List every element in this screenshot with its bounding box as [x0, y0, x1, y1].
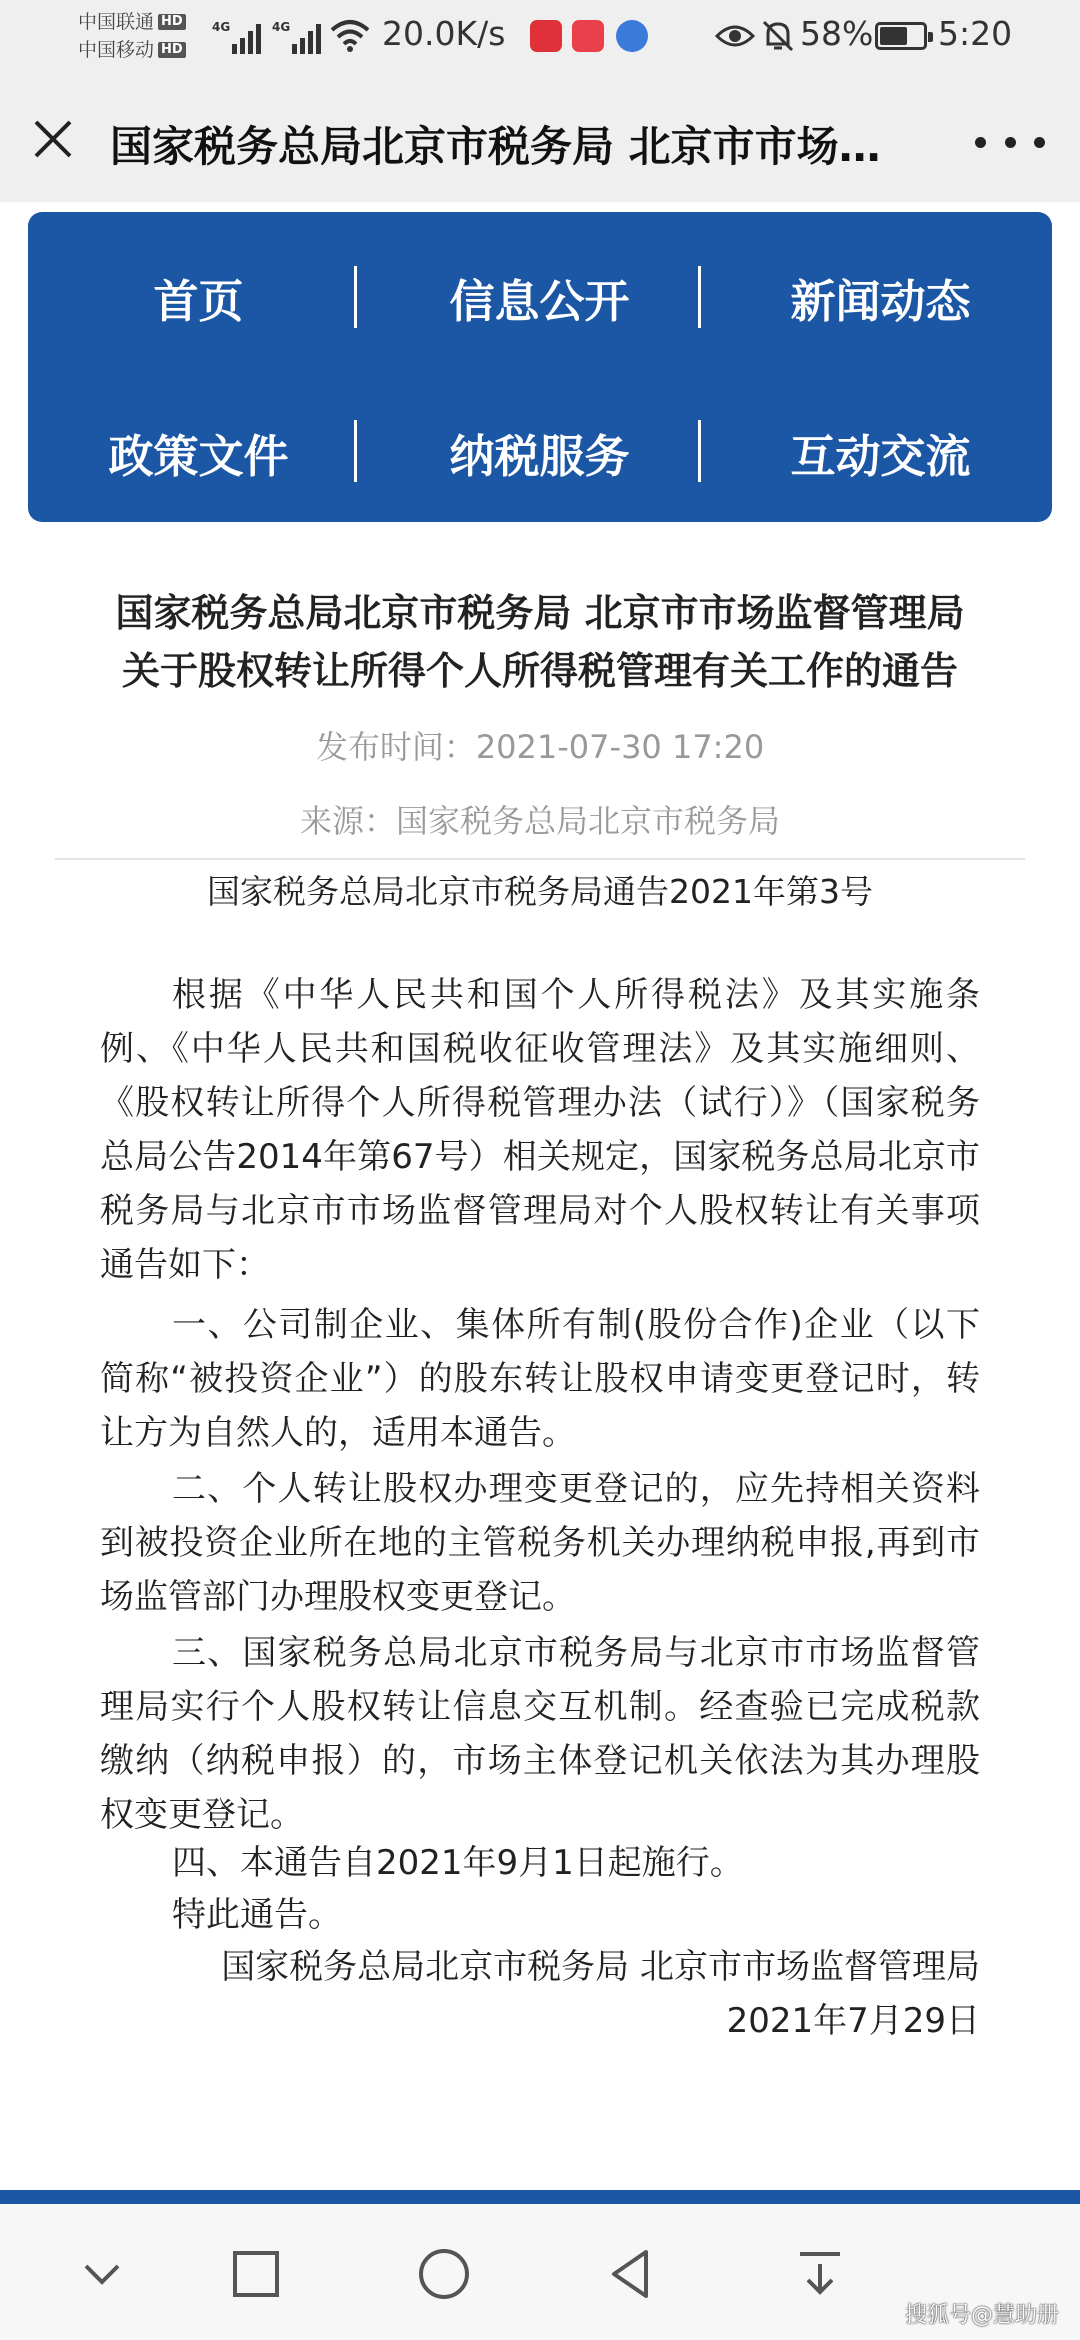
article-title — [40, 584, 1040, 700]
network-type-1: 4G — [212, 20, 231, 34]
home-circle-icon[interactable] — [414, 2244, 474, 2304]
carrier-1: 中国联通 — [78, 11, 155, 33]
page-title: 国家税务总局北京市税务局 北京市市场… — [110, 122, 881, 171]
site-nav-panel — [28, 212, 1052, 522]
article-paragraph: 一、公司制企业、集体所有制(股份合作)企业（以下简称“被投资企业”）的股东转让股权申请变更登记时，转让方为自然人的，适用本通告。 — [100, 1305, 980, 1453]
network-speed: 20.0K/s — [382, 14, 506, 53]
back-triangle-icon[interactable] — [602, 2244, 662, 2304]
watermark: 搜狐号@慧助册 — [905, 2303, 1060, 2328]
recent-apps-icon[interactable] — [226, 2244, 286, 2304]
signature-date: 2021年7月29日 — [726, 2001, 980, 2041]
signal-2-icon — [272, 16, 324, 54]
article-paragraph: 二、个人转让股权办理变更登记的，应先持相关资料到被投资企业所在地的主管税务机关办理纳税申报,再到市场监管部门办理股权变更登记。 — [100, 1469, 980, 1617]
nav-item-home[interactable]: 首页 — [153, 274, 244, 328]
close-icon[interactable] — [28, 114, 78, 164]
nav-divider — [354, 420, 357, 482]
network-type-2: 4G — [272, 20, 291, 34]
notification-app-icon — [616, 20, 648, 52]
battery-percent: 58% — [800, 14, 874, 53]
nav-item-news[interactable]: 新闻动态 — [790, 274, 971, 328]
hd-badge-1: HD — [158, 14, 186, 30]
more-options-icon[interactable] — [975, 122, 1045, 162]
mute-bell-icon — [760, 18, 796, 54]
nav-item-interaction[interactable]: 互动交流 — [790, 429, 971, 483]
notification-app-icon — [572, 20, 604, 52]
divider — [55, 858, 1025, 860]
signal-1-icon — [212, 16, 264, 54]
collapse-down-icon[interactable] — [72, 2244, 132, 2304]
article-title-line-2: 关于股权转让所得个人所得税管理有关工作的通告 — [121, 649, 958, 693]
article-paragraph: 三、国家税务总局北京市税务局与北京市市场监督管理局实行个人股权转让信息交互机制。经查验已完成税款缴纳（纳税申报）的，市场主体登记机关依法为其办理股权变更登记。 — [100, 1633, 980, 1835]
nav-divider — [698, 266, 701, 328]
battery-icon — [875, 22, 927, 50]
footer-strip — [0, 2190, 1080, 2204]
carrier-info — [78, 8, 208, 64]
eye-comfort-icon — [715, 22, 755, 50]
signature-issuers: 国家税务总局北京市税务局 北京市市场监督管理局 — [221, 1947, 980, 1987]
article-source: 来源：国家税务总局北京市税务局 — [299, 802, 780, 840]
notification-app-icon — [530, 20, 562, 52]
browser-title-bar — [0, 74, 1080, 202]
carrier-2: 中国移动 — [78, 39, 155, 61]
nav-divider — [698, 420, 701, 482]
article-title-line-1: 国家税务总局北京市税务局 北京市市场监督管理局 — [115, 591, 965, 635]
wifi-icon — [330, 18, 370, 52]
article-paragraph: 四、本通告自2021年9月1日起施行。 — [172, 1843, 744, 1883]
pull-down-notifications-icon[interactable] — [790, 2244, 850, 2304]
nav-item-info-disclosure[interactable]: 信息公开 — [449, 274, 630, 328]
hd-badge-2: HD — [158, 42, 186, 58]
nav-item-tax-services[interactable]: 纳税服务 — [449, 429, 630, 483]
status-bar — [0, 0, 1080, 74]
battery-fill — [880, 27, 907, 45]
article-paragraph: 根据《中华人民共和国个人所得税法》及其实施条例、《中华人民共和国税收征收管理法》及其实施细则、《股权转让所得个人所得税管理办法（试行）》（国家税务总局公告2014年第67号）相关规定，国家税务总局北京市税务局与北京市市场监督管理局对个人股权转让有关事项通告如下： — [100, 975, 980, 1285]
publish-time: 发布时间：2021-07-30 17:20 — [315, 728, 765, 766]
nav-item-policy-documents[interactable]: 政策文件 — [108, 429, 289, 483]
article-paragraph: 特此通告。 — [172, 1895, 342, 1935]
notice-number: 国家税务总局北京市税务局通告2021年第3号 — [207, 872, 873, 911]
nav-divider — [354, 266, 357, 328]
clock: 5:20 — [938, 14, 1013, 53]
